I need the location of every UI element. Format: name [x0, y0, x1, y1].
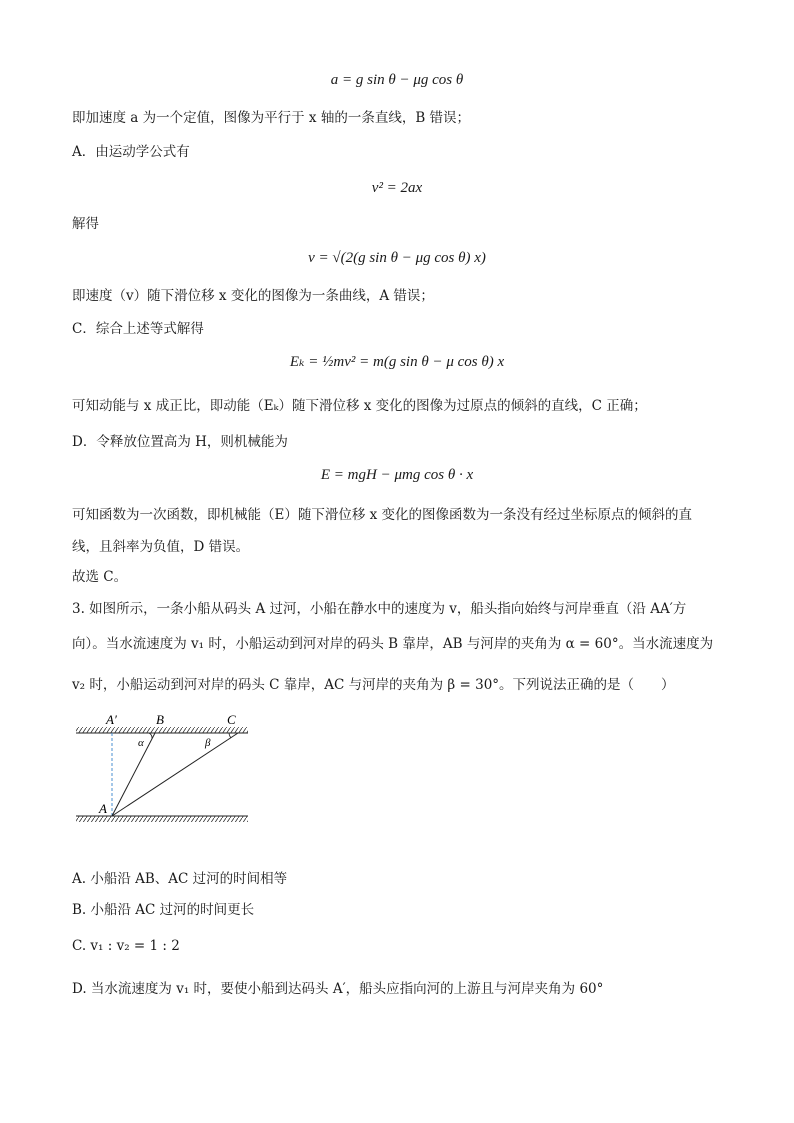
equation-acceleration: a = g sin θ − μg cos θ [330, 72, 464, 88]
equation-velocity: v = √(2(g sin θ − μg cos θ) x) [308, 250, 486, 266]
river-crossing-figure [70, 710, 260, 830]
question-stem-line: v₂ 时，小船运动到河对岸的码头 C 靠岸，AC 与河岸的夹角为 β = 30°。下列说法正确的是（ ） [72, 677, 675, 693]
text-line: 线，且斜率为负值，D 错误。 [72, 539, 250, 555]
label-alpha: α [138, 737, 144, 749]
option-d: D. 当水流速度为 v₁ 时，要使小船到达码头 A′，船头应指向河的上游且与河岸夹角为 60° [72, 981, 604, 997]
line-ab [112, 733, 155, 816]
angle-beta-arc [229, 733, 231, 738]
text-line: 可知动能与 x 成正比，即动能（Eₖ）随下滑位移 x 变化的图像为过原点的倾斜的直线，C 正确； [72, 398, 647, 414]
text-line: 即速度（v）随下滑位移 x 变化的图像为一条曲线，A 错误； [72, 288, 434, 304]
label-beta: β [205, 737, 211, 749]
text-line: 解得 [72, 216, 99, 232]
text-line: C．综合上述等式解得 [72, 321, 204, 337]
top-bank-hatch [76, 727, 248, 733]
text-line: 故选 C。 [72, 569, 128, 585]
question-stem-line: 向）。当水流速度为 v₁ 时，小船运动到河对岸的码头 B 靠岸，AB 与河岸的夹角为 α = 60°。当水流速度为 [72, 636, 714, 652]
text-line: D．令释放位置高为 H，则机械能为 [72, 434, 288, 450]
option-c: C. v₁ : v₂ = 1 : 2 [72, 938, 180, 954]
text-line: 即加速度 a 为一个定值，图像为平行于 x 轴的一条直线，B 错误； [72, 110, 471, 126]
question-stem-line: 3. 如图所示，一条小船从码头 A 过河，小船在静水中的速度为 v，船头指向始终与河岸垂直（沿 AA′方 [72, 601, 687, 617]
option-b: B. 小船沿 AC 过河的时间更长 [72, 902, 255, 918]
text-line: A．由运动学公式有 [72, 144, 190, 160]
label-c: C [227, 712, 236, 727]
option-a: A. 小船沿 AB、AC 过河的时间相等 [72, 871, 288, 887]
equation-v-squared: v² = 2ax [371, 180, 423, 196]
label-b: B [156, 712, 164, 727]
label-a-prime: A′ [106, 712, 117, 727]
angle-alpha-arc [149, 733, 152, 739]
text-line: 可知函数为一次函数，即机械能（E）随下滑位移 x 变化的图像函数为一条没有经过坐标原点的倾斜的直 [72, 507, 693, 523]
equation-mechanical-energy: E = mgH − μmg cos θ · x [320, 467, 474, 483]
equation-kinetic-energy: Eₖ = ½mv² = m(g sin θ − μ cos θ) x [289, 354, 505, 370]
line-ac [112, 733, 238, 816]
bottom-bank-hatch [76, 816, 248, 822]
label-a: A [99, 801, 107, 816]
